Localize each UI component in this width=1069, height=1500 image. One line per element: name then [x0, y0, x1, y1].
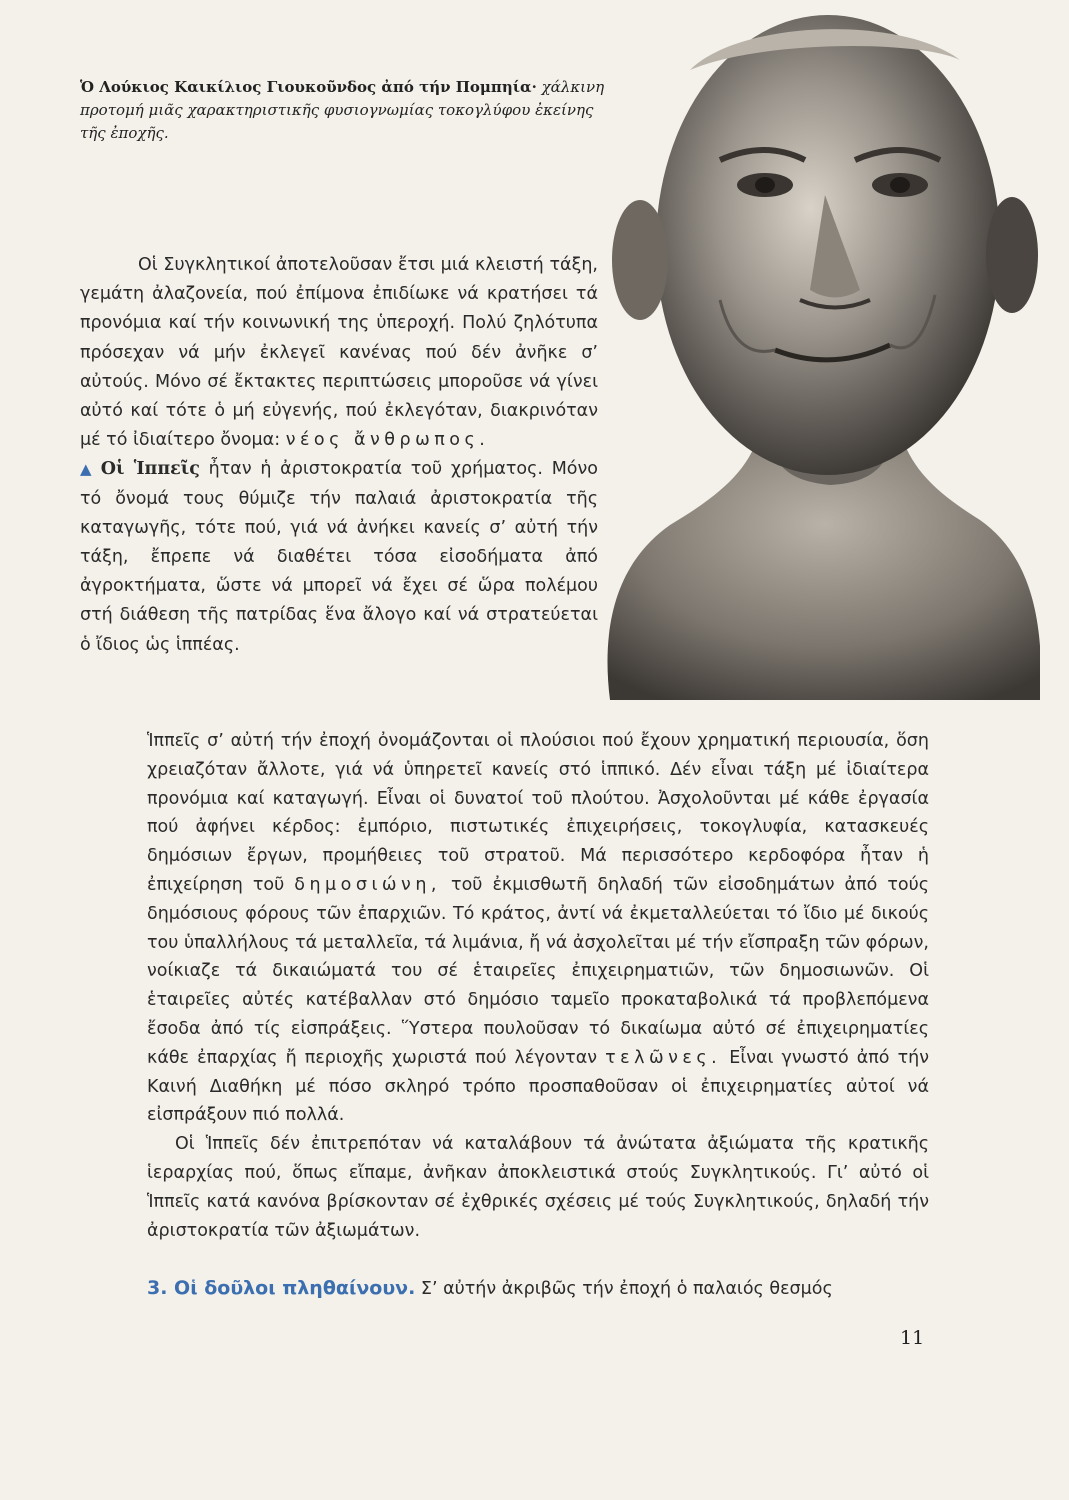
page-number: 11: [900, 1327, 925, 1349]
term-new-man: νέος ἄνθρωπος.: [285, 430, 490, 451]
term-tax-collectors: τελῶνες.: [605, 1047, 722, 1068]
bronze-bust-image: [600, 0, 1040, 700]
section-heading: 3. Οἱ δοῦλοι πληθαίνουν.: [147, 1277, 416, 1299]
term-knights: Οἱ Ἱππεῖς: [100, 459, 200, 480]
section-slaves: [147, 1273, 929, 1304]
caption-description: χάλκινη προτομή μιᾶς χαρακτηριστικῆς φυσιογνωμίας τοκογλύφου ἐκείνης τῆς ἐποχῆς.: [80, 78, 605, 142]
paragraph-knights: ▲ Οἱ Ἱππεῖς ἦταν ἡ ἀριστοκρατία τοῦ χρήματος. Μόνο τό ὄνομά τους θύμιζε τήν παλαιά ἀριστοκρατία τῆς καταγωγῆς, τότε πού, γιά νά ἀνήκει κανείς σ’ αὐτή τήν τάξη, ἔπρεπε νά διαθέτει τόσα εἰσοδήματα ἀπό ἀγροκτήματα, ὥστε νά μπορεῖ νά ἔχει σέ ὥρα πολέμου στή διάθεση τῆς πατρίδας ἕνα ἄλογο καί νά στρατεύεται ὁ ἴδιος ὡς ἱππέας.: [80, 459, 598, 655]
section-intro-text: Σ’ αὐτήν ἀκριβῶς τήν ἐποχή ὁ παλαιός θεσμός: [420, 1279, 833, 1299]
figure-caption: [80, 76, 610, 145]
caption-title: Ὁ Λούκιος Καικίλιος Γιουκοῦνδος ἀπό τήν Πομπηία·: [80, 78, 537, 96]
term-publican: δημοσιώνη,: [294, 874, 441, 895]
full-width-text: [147, 727, 929, 1245]
paragraph-knights-wealth: Ἱππεῖς σ’ αὐτή τήν ἐποχή ὀνομάζονται οἱ πλούσιοι πού ἔχουν χρηματική περιουσία, ὅση χρειαζόταν ἄλλοτε, γιά νά ὑπηρετεῖ κανείς στό ἱππικό. Δέν εἶναι τάξη μέ ἰδιαίτερα προνόμια καί καταγωγή. Εἶναι οἱ δυνατοί τοῦ πλούτου. Ἀσχολοῦνται μέ κάθε ἐργασία πού ἀφήνει κέρδος: ἐμπόριο, πιστωτικές ἐπιχειρήσεις, τοκογλυφία, κατασκευές δημόσιων ἔργων, προμήθειες τοῦ στρατοῦ. Μά περισσότερο κερδοφόρα ἦταν ἡ ἐπιχείρηση τοῦ δημοσιώνη, τοῦ ἐκμισθωτῆ δηλαδή τῶν εἰσοδημάτων ἀπό τούς δημόσιους φόρους τῶν ἐπαρχιῶν. Τό κράτος, ἀντί νά ἐκμεταλλεύεται τό ἴδιο μέ δικούς του ὑπαλλήλους τά μεταλλεῖα, τά λιμάνια, ἤ νά ἀσχολεῖται μέ τήν εἴσπραξη τῶν φόρων, νοίκιαζε τά δικαιώματά του σέ ἑταιρεῖες ἐπιχειρηματιῶν, τῶν δημοσιωνῶν. Οἱ ἑταιρεῖες αὐτές κατέβαλλαν στό δημόσιο ταμεῖο προκαταβολικά τά προβλεπόμενα ἔσοδα ἀπό τίς εἰσπράξεις. Ὕστερα πουλοῦσαν τό δικαίωμα αὐτό σέ ἐπιχειρηματίες κάθε ἐπαρχίας ἤ περιοχῆς χωριστά πού λέγονταν τελῶνες. Εἶναι γνωστό ἀπό τήν Καινή Διαθήκη μέ πόσο σκληρό τρόπο προσπαθοῦσαν οἱ ἐπιχειρηματίες αὐτοί νά εἰσπράξουν πιό πολλά.: [147, 731, 929, 1126]
left-column-text: [80, 251, 598, 660]
paragraph-senators: Οἱ Συγκλητικοί ἀποτελοῦσαν ἔτσι μιά κλειστή τάξη, γεμάτη ἀλαζονεία, πού ἐπίμονα ἐπιδίωκε νά κρατήσει τά προνόμια καί τήν κοινωνική της ὑπεροχή. Πολύ ζηλότυπα πρόσεχαν νά μήν ἐκλεγεῖ κανένας πού δέν ἀνῆκε σ’ αὐτούς. Μόνο σέ ἔκτακτες περιπτώσεις μποροῦσε νά γίνει αὐτό καί τότε ὁ μή εὐγενής, πού ἐκλεγόταν, διακρινόταν μέ τό ἰδιαίτερο ὄνομα: νέος ἄνθρωπος.: [80, 255, 598, 451]
triangle-marker-icon: ▲: [80, 460, 95, 479]
paragraph-knights-hierarchy: Οἱ Ἱππεῖς δέν ἐπιτρεπόταν νά καταλάβουν τά ἀνώτατα ἀξιώματα τῆς κρατικῆς ἱεραρχίας πού, ὅπως εἴπαμε, ἀνῆκαν ἀποκλειστικά στούς Συγκλητικούς. Γι’ αὐτό οἱ Ἱππεῖς κατά κανόνα βρίσκονταν σέ ἐχθρικές σχέσεις μέ τούς Συγκλητικούς, δηλαδή τήν ἀριστοκρατία τῶν ἀξιωμάτων.: [147, 1134, 929, 1241]
